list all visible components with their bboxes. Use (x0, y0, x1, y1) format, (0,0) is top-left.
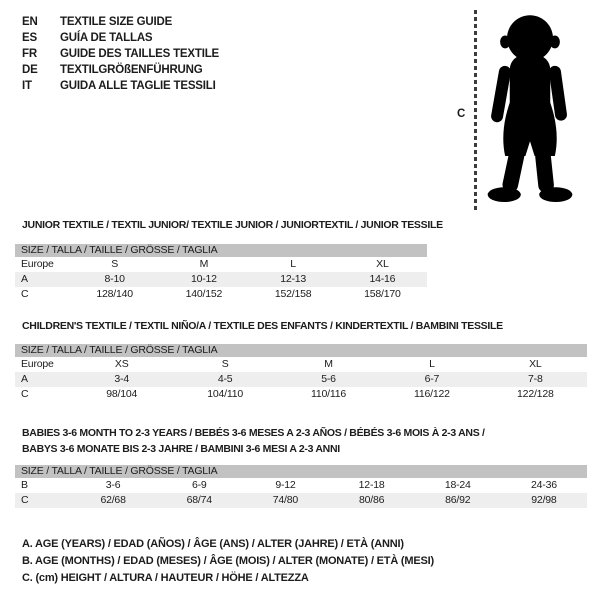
size-cell: 80/86 (358, 494, 385, 506)
size-cell: 4-5 (217, 373, 233, 385)
size-cell: 9-12 (275, 479, 296, 491)
table-row (15, 257, 427, 272)
size-cell: 5-6 (321, 373, 336, 385)
language-code: IT (22, 80, 32, 92)
size-cell: 152/158 (274, 288, 312, 300)
table-row (15, 372, 587, 387)
size-cell: 110/116 (311, 388, 347, 400)
toddler-silhouette-icon (484, 8, 576, 212)
junior-table-title: JUNIOR TEXTILE / TEXTIL JUNIOR/ TEXTILE JUNIOR / JUNIORTEXTIL / JUNIOR TESSILE (22, 219, 443, 231)
size-cell: 8-10 (104, 273, 125, 285)
babies-size-table (15, 465, 587, 508)
size-cell: 104/110 (207, 388, 243, 400)
size-cell: 18-24 (444, 479, 471, 491)
size-cell: 3-6 (105, 479, 121, 491)
size-header-bar: SIZE / TALLA / TAILLE / GRÖSSE / TAGLIA (15, 465, 587, 478)
row-label: Europe (21, 258, 54, 270)
size-cell: 6-9 (191, 479, 207, 491)
row-label: Europe (21, 358, 54, 370)
size-cell: 68/74 (186, 494, 212, 506)
language-row-it (22, 78, 219, 94)
children-table-rows (15, 357, 587, 402)
row-label: C (21, 288, 29, 300)
table-row (15, 272, 427, 287)
size-cell: XS (114, 358, 129, 370)
size-cell: 116/122 (414, 388, 450, 400)
junior-size-table (15, 244, 427, 302)
size-cell: M (199, 258, 209, 270)
size-cell: 7-8 (528, 373, 543, 385)
size-cell: 74/80 (272, 494, 299, 506)
language-row-fr (22, 46, 219, 62)
size-cell: L (429, 358, 435, 370)
babies-table-title (22, 425, 485, 457)
size-cell: 12-13 (280, 273, 307, 285)
size-cell: 122/128 (517, 388, 554, 400)
size-cell: 24-36 (531, 479, 557, 491)
size-cell: L (290, 258, 296, 270)
language-code: DE (22, 64, 38, 76)
size-cell: 92/98 (531, 494, 557, 506)
row-label: A (21, 373, 28, 385)
size-cell: 140/152 (185, 288, 223, 300)
language-row-es (22, 30, 219, 46)
size-cell: 158/170 (364, 288, 401, 300)
children-size-table (15, 344, 587, 402)
size-cell: 10-12 (190, 273, 217, 285)
row-label: B (21, 479, 28, 491)
size-cell: XL (529, 358, 542, 370)
children-table-title: CHILDREN'S TEXTILE / TEXTIL NIÑO/A / TEXTILE DES ENFANTS / KINDERTEXTIL / BAMBINI TESSILE (22, 320, 503, 332)
size-header-bar: SIZE / TALLA / TAILLE / GRÖSSE / TAGLIA (15, 244, 427, 257)
language-row-en (22, 14, 219, 30)
size-cell: 6-7 (424, 373, 440, 385)
height-measure-dashed-line (474, 10, 477, 210)
row-label: A (21, 273, 28, 285)
language-code: FR (22, 48, 37, 60)
language-row-de (22, 62, 219, 78)
size-header-bar: SIZE / TALLA / TAILLE / GRÖSSE / TAGLIA (15, 344, 587, 357)
size-cell: S (221, 358, 229, 370)
table-row (15, 287, 427, 302)
babies-table-title-line1: BABIES 3-6 MONTH TO 2-3 YEARS / BEBÉS 3-6 MESES A 2-3 AÑOS / BÉBÉS 3-6 MOIS À 2-3 ANS / (22, 427, 485, 439)
legend-c: C. (cm) HEIGHT / ALTURA / HAUTEUR / HÖHE / ALTEZZA (22, 572, 309, 584)
language-title: TEXTILE SIZE GUIDE (60, 16, 173, 28)
junior-table-rows (15, 257, 427, 302)
row-label: C (21, 388, 29, 400)
height-measure-label: C (457, 108, 466, 120)
legend-b: B. AGE (MONTHS) / EDAD (MESES) / ÂGE (MOIS) / ALTER (MONATE) / ETÀ (MESI) (22, 555, 434, 567)
measurement-legend (22, 536, 434, 587)
size-cell: M (324, 358, 333, 370)
language-title: GUÍA DE TALLAS (60, 32, 153, 44)
language-code: ES (22, 32, 37, 44)
size-cell: 3-4 (114, 373, 129, 385)
size-cell: 98/104 (106, 388, 138, 400)
babies-table-title-line2: BABYS 3-6 MONATE BIS 2-3 JAHRE / BAMBINI 3-6 MESI A 2-3 ANNI (22, 443, 340, 455)
table-row (15, 387, 587, 402)
size-cell: 86/92 (445, 494, 471, 506)
language-title: GUIDA ALLE TAGLIE TESSILI (60, 80, 216, 92)
table-row (15, 357, 587, 372)
legend-a: A. AGE (YEARS) / EDAD (AÑOS) / ÂGE (ANS) / ALTER (JAHRE) / ETÀ (ANNI) (22, 538, 404, 550)
size-cell: 12-18 (358, 479, 385, 491)
size-cell: XL (376, 258, 389, 270)
size-cell: 62/68 (100, 494, 126, 506)
size-cell: S (111, 258, 119, 270)
language-code: EN (22, 16, 38, 28)
size-cell: 14-16 (369, 273, 396, 285)
language-title-list (22, 14, 219, 94)
size-cell: 128/140 (96, 288, 133, 300)
babies-table-rows (15, 478, 587, 508)
language-title: TEXTILGRÖßENFÜHRUNG (60, 64, 203, 76)
language-title: GUIDE DES TAILLES TEXTILE (60, 48, 219, 60)
row-label: C (21, 494, 29, 506)
table-row (15, 493, 587, 508)
table-row (15, 478, 587, 493)
